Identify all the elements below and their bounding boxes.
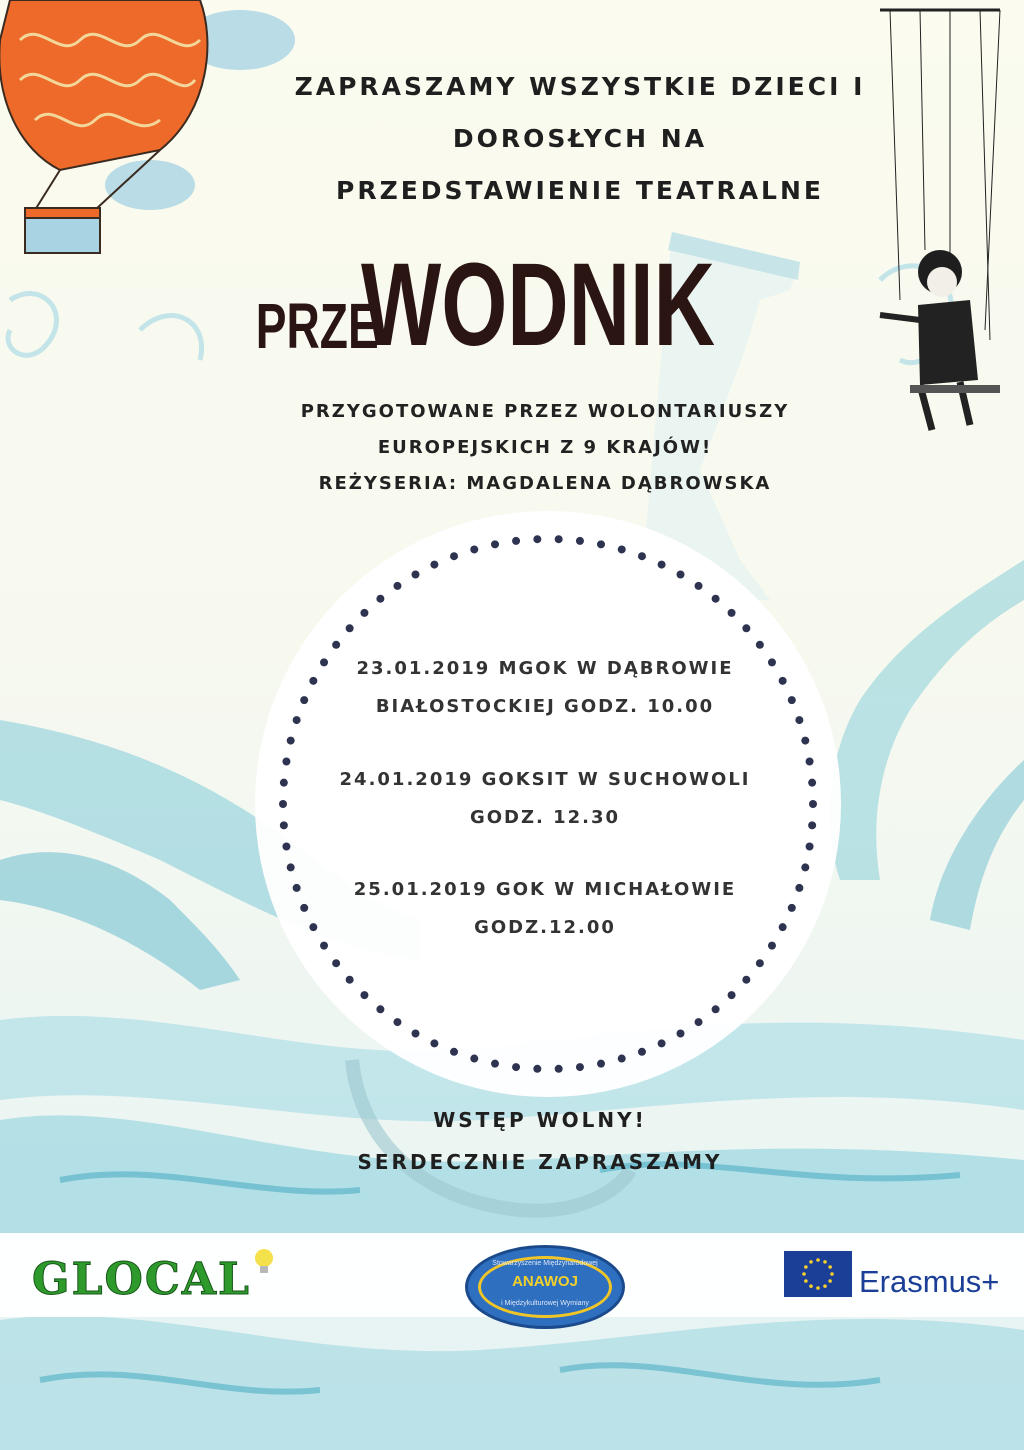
- welcome-text: SERDECZNIE ZAPRASZAMY: [357, 1150, 723, 1174]
- invitation-heading-line-1: ZAPRASZAMY WSZYSTKIE DZIECI I: [294, 72, 866, 101]
- event-2: [300, 761, 790, 837]
- erasmus-plus-logo: Erasmus+: [859, 1264, 1000, 1299]
- eu-flag-icon: [784, 1251, 852, 1297]
- event-2-date-place: 24.01.2019 GOKSIT W SUCHOWOLI: [339, 769, 751, 790]
- play-title: [255, 228, 770, 371]
- event-1-date-place: 23.01.2019 MGOK W DĄBROWIE: [356, 658, 734, 679]
- invitation-heading-line-3: PRZEDSTAWIENIE TEATRALNE: [336, 176, 824, 205]
- play-title-main: WODNIK: [360, 238, 715, 371]
- event-1-time: BIAŁOSTOCKIEJ GODZ. 10.00: [375, 696, 715, 717]
- invitation-heading-line-2: DOROSŁYCH NA: [452, 124, 708, 153]
- event-3: [300, 871, 790, 947]
- marionette-puppet-icon: [860, 0, 1024, 440]
- free-entry-text: WSTĘP WOLNY!: [433, 1108, 647, 1132]
- event-2-time: GODZ. 12.30: [469, 807, 621, 828]
- event-3-time: GODZ.12.00: [474, 917, 616, 938]
- subtitle-line-1: PRZYGOTOWANE PRZEZ WOLONTARIUSZY: [300, 401, 790, 422]
- event-1: [300, 650, 790, 726]
- event-3-date-place: 25.01.2019 GOK W MICHAŁOWIE: [353, 879, 737, 900]
- play-title-prefix: PRZE: [255, 290, 379, 362]
- lightbulb-icon: [252, 1248, 276, 1276]
- anawoj-logo: Stowarzyszenie Międzynarodowej ANAWOJ i Międzykulturowej Wymiany: [465, 1245, 625, 1329]
- subtitle-line-2: EUROPEJSKICH Z 9 KRAJÓW!: [377, 437, 713, 458]
- subtitle-line-3: REŻYSERIA: MAGDALENA DĄBROWSKA: [318, 473, 772, 494]
- glocal-logo: GLOCAL: [32, 1254, 251, 1305]
- anawoj-logo-name: ANAWOJ: [512, 1273, 578, 1290]
